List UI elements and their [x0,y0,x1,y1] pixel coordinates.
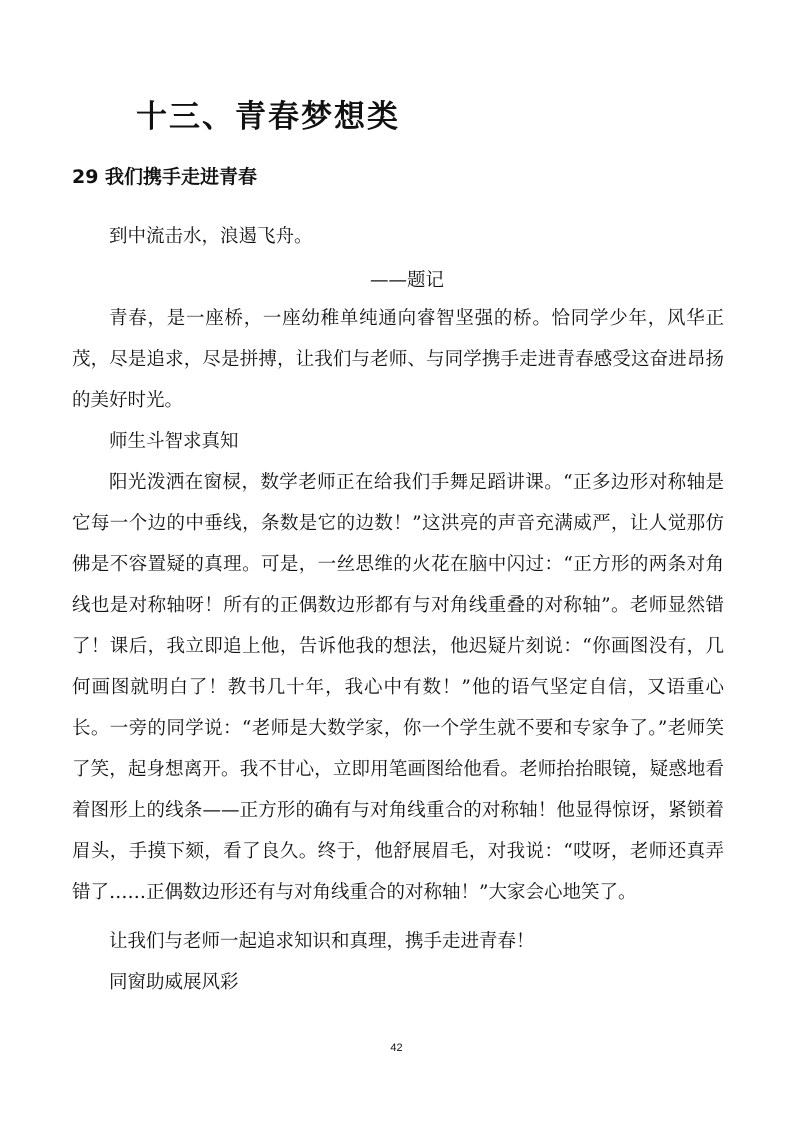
article-title: 29 我们携手走进青春 [72,166,258,188]
section-heading-teacher-student: 师生斗智求真知 [109,431,239,452]
epigraph: 到中流击水，浪遏飞舟。 [109,226,313,247]
page-number: 42 [390,1042,403,1054]
chapter-title: 十三、青春梦想类 [136,99,400,135]
paragraph-conclusion: 让我们与老师一起追求知识和真理，携手走进青春！ [109,931,535,952]
paragraph-math-story: 阳光泼洒在窗棂，数学老师正在给我们手舞足蹈讲课。“正多边形对称轴是它每一个边的中垂线，条数是它的边数！”这洪亮的声音充满威严，让人觉那仿佛是不容置疑的真理。可是，一丝思维的火花在脑中闪过：“正方形的两条对角线也是对称轴呀！所有的正偶数边形都有与对角线重叠的对称轴”。老师显然错了！课后，我立即追上他，告诉他我的想法，他迟疑片刻说：“你画图没有，几何画图就明白了！教书几十年，我心中有数！”他的语气坚定自信，又语重心长。一旁的同学说：“老师是大数学家，你一个学生就不要和专家争了。”老师笑了笑，起身想离开。我不甘心，立即用笔画图给他看。老师抬抬眼镜，疑惑地看着图形上的线条——正方形的确有与对角线重合的对称轴！他显得惊讶，紧锁着眉头，手摸下颏，看了良久。终于，他舒展眉毛，对我说：“哎呀，老师还真弄错了……正偶数边形还有与对角线重合的对称轴！”大家会心地笑了。 [72,472,724,903]
paragraph-intro: 青春，是一座桥，一座幼稚单纯通向睿智坚强的桥。恰同学少年，风华正茂，尽是追求，尽是拼搏，让我们与老师、与同学携手走进青春感受这奋进昂扬的美好时光。 [72,308,724,411]
epigraph-source: ——题记 [370,270,445,291]
section-heading-classmates: 同窗助威展风彩 [109,972,239,993]
